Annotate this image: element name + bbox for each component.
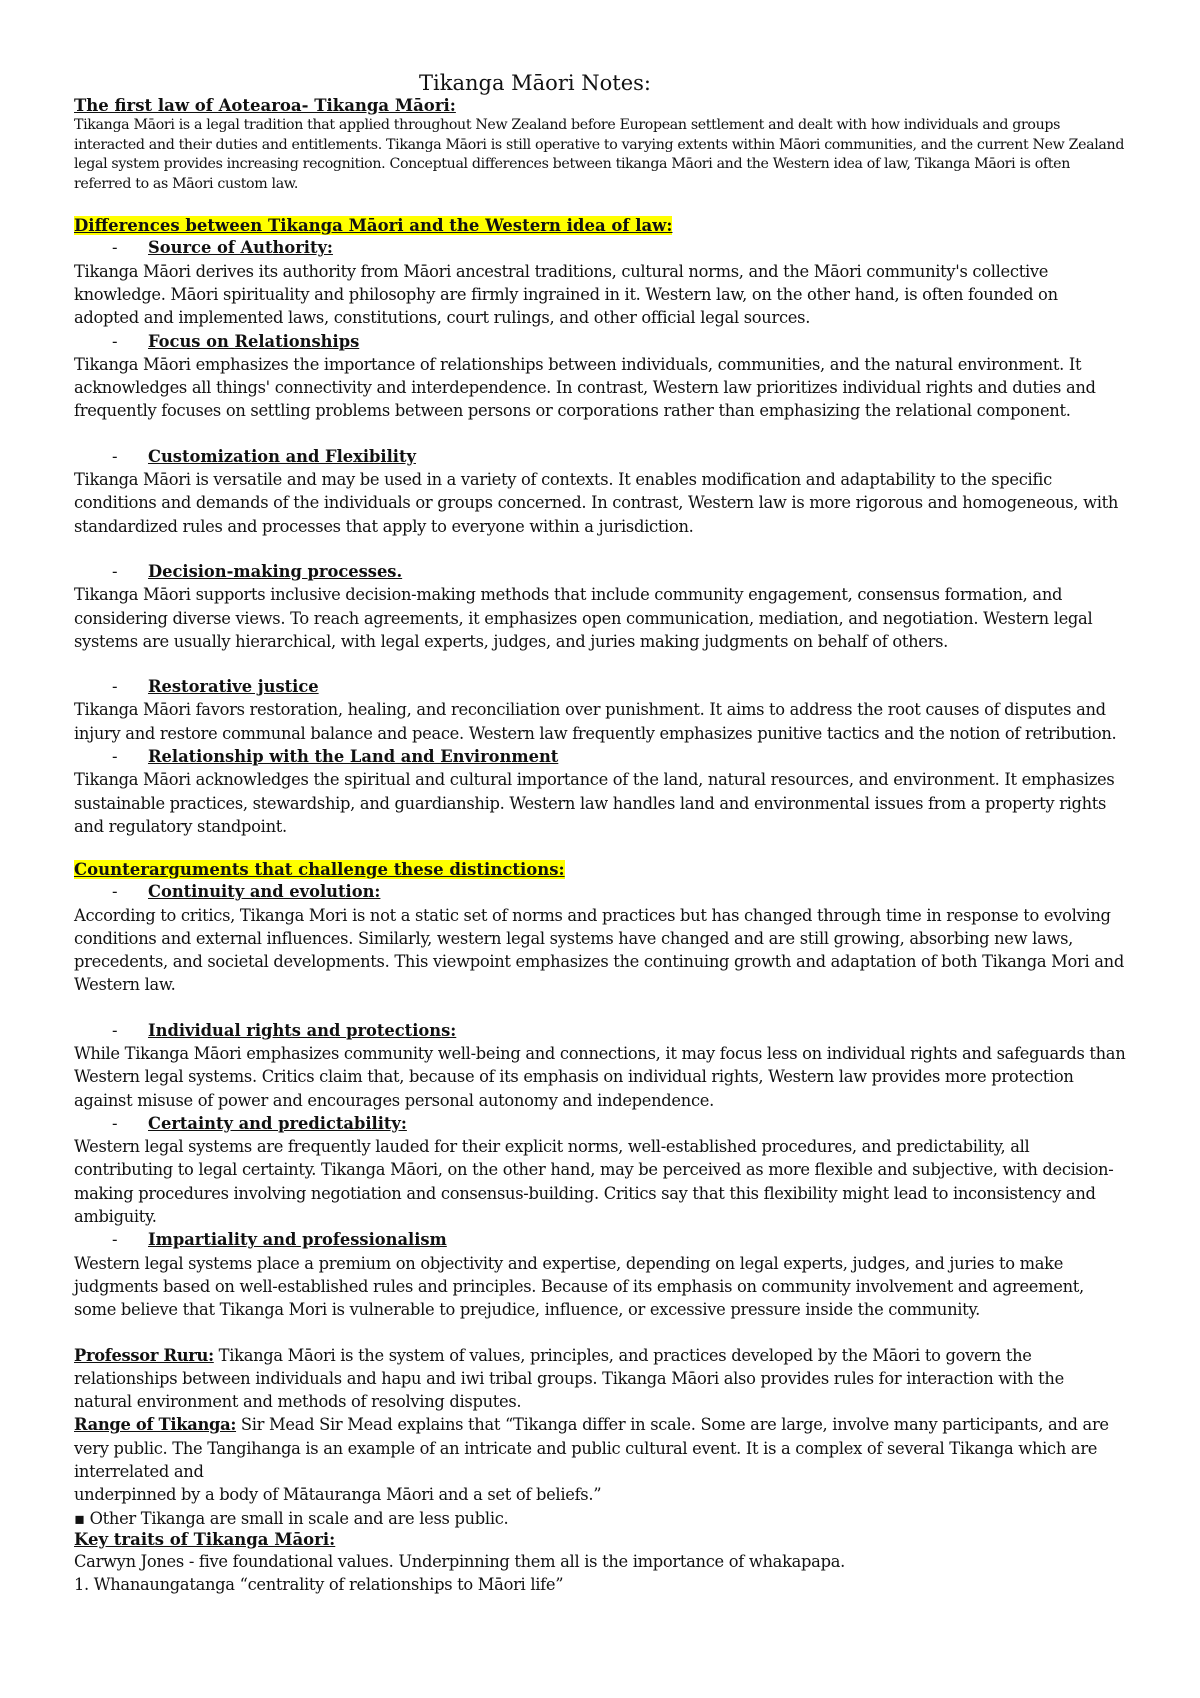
subheading-focus-on-relationships [74,330,1126,353]
dash-bullet: - [112,1113,118,1133]
paragraph-continuity: According to critics, Tikanga Mori is not a static set of norms and practices but has changed through time in response to evolving conditions and external influences. Similarly, western legal systems have changed and are still growing, absorbing new laws, precedents, and societal developments. This viewpoint emphasizes the continuing growth and adaptation of both Tikanga Mori and Western law. [74,905,1124,995]
subheading-label: Focus on Relationships [148,331,360,351]
subheading-label: Continuity and evolution: [148,882,381,902]
subheading-label: Restorative justice [148,677,319,697]
subheading-label: Source of Authority: [148,238,333,258]
lead-text: Sir Mead Sir Mead explains that “Tikanga differ in scale. Some are large, involve many participants, and are very public. The Tangihanga is an example of an intricate and public cultural event. It is a complex of several Tikanga which are interrelated and [74,1415,1109,1482]
spacer [74,423,1126,445]
lead-label: Professor Ruru: [74,1345,214,1365]
key-traits-line: Carwyn Jones - five foundational values. Underpinning them all is the importance of whakapapa. [74,1551,845,1571]
subheading-impartiality [74,1228,1126,1251]
range-bullet-line: ▪ Other Tikanga are small in scale and are less public. [74,1508,509,1528]
highlighted-heading-text: Differences between Tikanga Māori and the Western idea of law: [74,216,673,236]
subheading-label: Individual rights and protections: [148,1020,457,1040]
subheading-label: Certainty and predictability: [148,1113,407,1133]
paragraph-restorative-justice: Tikanga Māori favors restoration, healing, and reconciliation over punishment. It aims to address the root causes of disputes and injury and restore communal balance and peace. Western law frequently emphasizes punitive tactics and the notion of retribution. [74,700,1117,743]
paragraph-range-of-tikanga [74,1413,1126,1483]
paragraph-customization: Tikanga Māori is versatile and may be used in a variety of contexts. It enables modification and adaptability to the specific conditions and demands of the individuals or groups concerned. In contrast, Western law is more rigorous and homogeneous, with standardized rules and processes that apply to everyone within a jurisdiction. [74,470,1119,536]
subheading-label: Relationship with the Land and Environment [148,747,559,767]
dash-bullet: - [112,446,118,466]
subheading-decision-making [74,560,1126,583]
paragraph-land-environment: Tikanga Māori acknowledges the spiritual and cultural importance of the land, natural resources, and environment. It emphasizes sustainable practices, stewardship, and guardianship. Western law handles land and environmental issues from a property rights and regulatory standpoint. [74,770,1115,836]
dash-bullet: - [112,561,118,581]
subheading-continuity [74,880,1126,903]
differences-heading [74,216,1126,236]
paragraph-source-of-authority: Tikanga Māori derives its authority from Māori ancestral traditions, cultural norms, and the Māori community's collective knowledge. Māori spirituality and philosophy are firmly ingrained in it. Western law, on the other hand, is often founded on adopted and implemented laws, constitutions, court rulings, and other official legal sources. [74,261,1058,328]
subheading-source-of-authority [74,236,1126,259]
spacer [74,538,1126,560]
page-title: Tikanga Māori Notes: [419,71,651,95]
paragraph-professor-ruru [74,1344,1126,1414]
spacer [74,838,1126,860]
subheading-customization [74,445,1126,468]
subheading-restorative-justice [74,675,1126,698]
dash-bullet: - [112,747,118,767]
subheading-land-environment [74,745,1126,768]
dash-bullet: - [112,331,118,351]
dash-bullet: - [112,882,118,902]
subheading-label: Customization and Flexibility [148,446,416,466]
paragraph-decision-making: Tikanga Māori supports inclusive decision-making methods that include community engagement, consensus formation, and considering diverse views. To reach agreements, it emphasizes open communication, mediation, and negotiation. Western legal systems are usually hierarchical, with legal experts, judges, and juries making judgments on behalf of others. [74,585,1093,651]
paragraph-impartiality: Western legal systems place a premium on objectivity and expertise, depending on legal experts, judges, and juries to make judgments based on well-established rules and principles. Because of its emphasis on community involvement and agreement, some believe that Tikanga Mori is vulnerable to prejudice, influence, or excessive pressure inside the community. [74,1253,1084,1320]
paragraph-individual-rights: While Tikanga Māori emphasizes community well-being and connections, it may focus less on individual rights and safeguards than Western legal systems. Critics claim that, because of its emphasis on individual rights, Western law provides more protection against misuse of power and encourages personal autonomy and independence. [74,1043,1126,1110]
counter-heading [74,860,1126,880]
range-continued-line: underpinned by a body of Mātauranga Māori and a set of beliefs.” [74,1485,602,1505]
subheading-individual-rights [74,1019,1126,1042]
dash-bullet: - [112,238,118,258]
intro-heading: The first law of Aotearoa- Tikanga Māori: [74,96,456,115]
subheading-label: Impartiality and professionalism [148,1230,447,1250]
paragraph-focus-on-relationships: Tikanga Māori emphasizes the importance of relationships between individuals, communities, and the natural environment. It acknowledges all things' connectivity and interdependence. In contrast, Western law prioritizes individual rights and duties and frequently focuses on settling problems between persons or corporations rather than emphasizing the relational component. [74,354,1096,421]
spacer [74,194,1126,216]
highlighted-heading-text: Counterarguments that challenge these distinctions: [74,860,565,880]
subheading-label: Decision-making processes. [148,561,403,581]
spacer [74,1322,1126,1344]
dash-bullet: - [112,1020,118,1040]
spacer [74,653,1126,675]
dash-bullet: - [112,677,118,697]
paragraph-certainty: Western legal systems are frequently lauded for their explicit norms, well-established procedures, and predictability, all contributing to legal certainty. Tikanga Māori, on the other hand, may be perceived as more flexible and subjective, with decision-making procedures involving negotiation and consensus-building. Critics say that this flexibility might lead to inconsistency and ambiguity. [74,1137,1114,1227]
intro-paragraph: Tikanga Māori is a legal tradition that applied throughout New Zealand before European settlement and dealt with how individuals and groups interacted and their duties and entitlements. Tikanga Māori is still operative to varying extents within Māori communities, and the current New Zealand legal system provides increasing recognition. Conceptual differences between tikanga Māori and the Western idea of law, Tikanga Māori is often referred to as Māori custom law. [74,117,1125,192]
subheading-certainty [74,1112,1126,1135]
spacer [74,997,1126,1019]
key-traits-heading: Key traits of Tikanga Māori: [74,1529,336,1549]
key-traits-item: 1. Whanaungatanga “centrality of relationships to Māori life” [74,1575,564,1595]
lead-text: Tikanga Māori is the system of values, principles, and practices developed by the Māori to govern the relationships between individuals and hapu and iwi tribal groups. Tikanga Māori also provides rules for interaction with the natural environment and methods of resolving disputes. [74,1345,1064,1412]
lead-label: Range of Tikanga: [74,1415,237,1435]
dash-bullet: - [112,1230,118,1250]
